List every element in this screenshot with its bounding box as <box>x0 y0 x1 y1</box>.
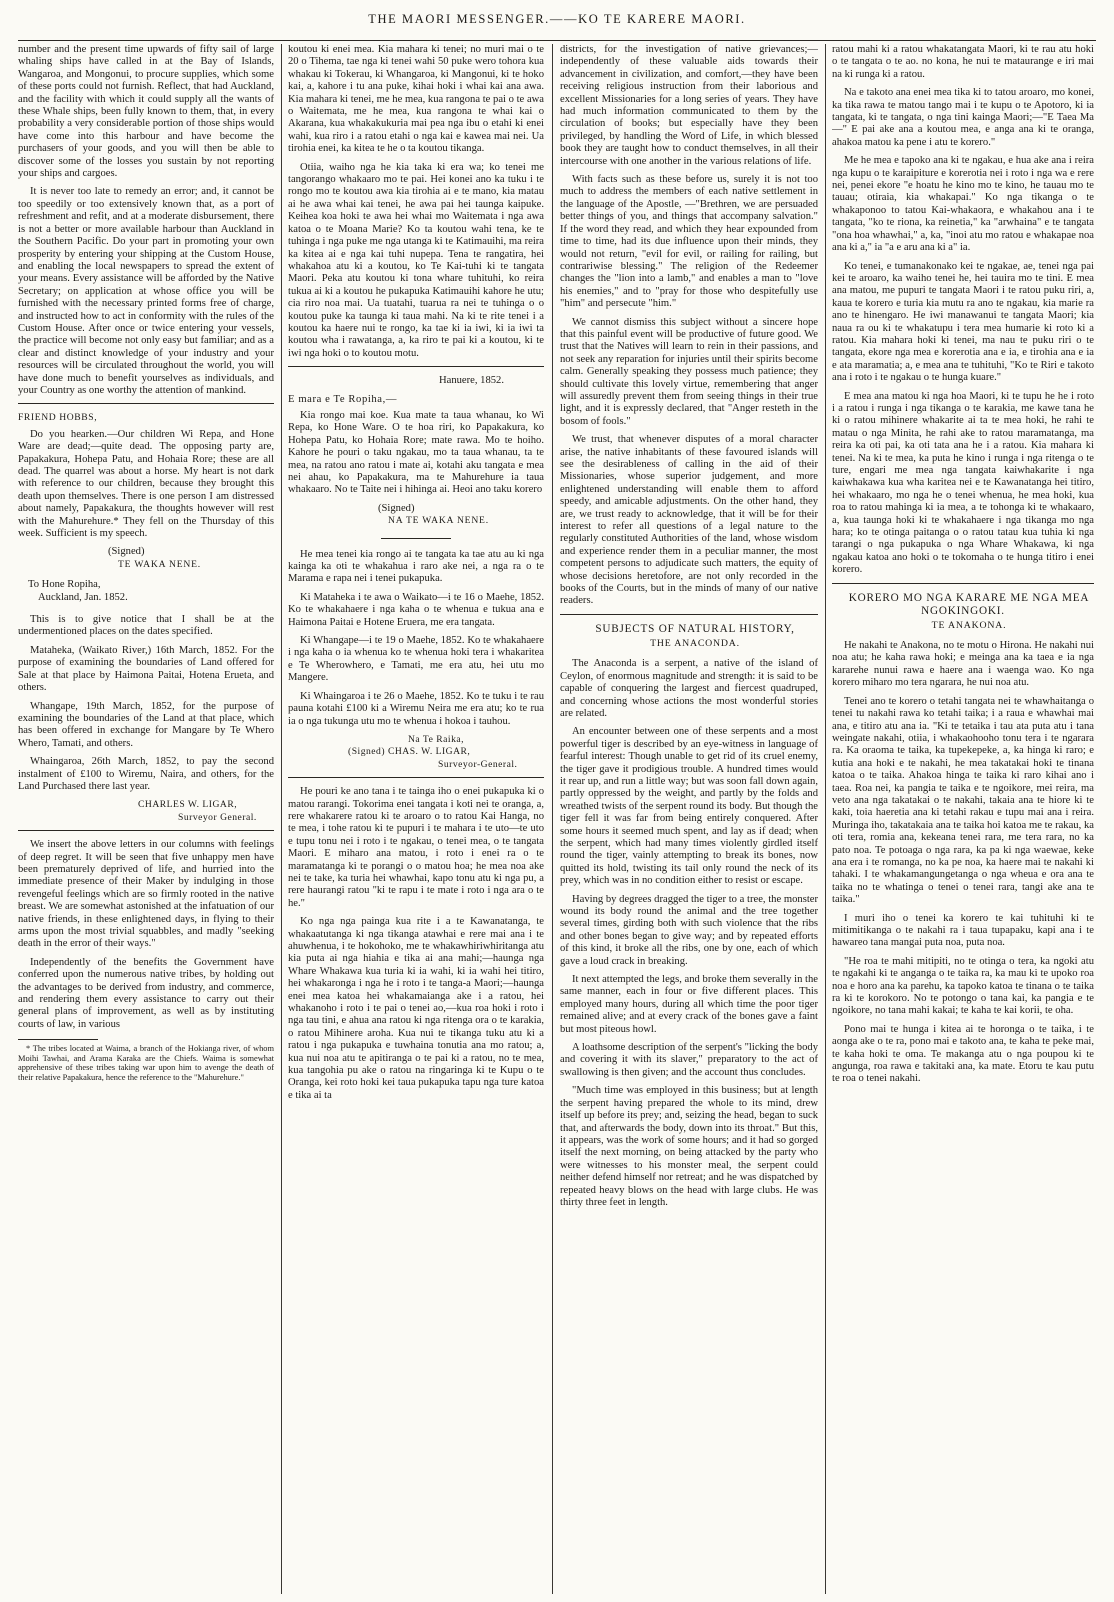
column-3 <box>560 44 818 1596</box>
section-heading: KORERO MO NGA KARARE ME NGA MEA NGOKINGOKI. <box>848 591 1090 617</box>
article-paragraph: A loathsome description of the serpent's "licking the body and covering it with its slaver," preparatory to the act of swallowing is then given; and the account thus concludes. <box>560 1042 818 1078</box>
notice-item: Whangape, 19th March, 1852, for the purpose of examining the boundaries of the Land at that place, which has been offered in exchange for Mangare by Te Whero Whero, Tamati, and others. <box>18 700 274 749</box>
article-paragraph: Pono mai te hunga i kitea ai te horonga o te taika, i te aonga ake o te ra, pono mai e takoto ana, te kaha te peke mai, te kaha hoki te oma. Te makanga atu o nga poupou ki te angunga, roa rawa e takitaki ana, ka mate. Etoru te kau putu te roa o tenei nakahi. <box>832 1023 1094 1085</box>
addressee: To Hone Ropiha, <box>28 579 101 591</box>
paragraph: districts, for the investigation of native grievances;—independently of these valuable aids towards their advancement in civilization, and comfort,—they have been receiving religious instruction from their laborious and excellent Missionaries for a long series of years. They have had much information communicated to them by the circulation of books; but especially have they been privileged, by handling the Word of Life, in which blessed book they are taught how to conduct themselves, in all their intercourse with one another in the various relations of life. <box>560 44 818 167</box>
notice-intro: This is to give notice that I shall be at the undermentioned places on the dates specified. <box>18 614 274 638</box>
paragraph: number and the present time upwards of fifty sail of large whaling ships have called in at the Bay of Islands, Wangaroa, and Mongonui, to procure supplies, which some of these ports could not furnish. Reflect, that had Auckland, and the facility with which it could supply all the wants of these Whale ships, been fully known to them, that, in every probability a very considerable portion of those ships would have come into this harbour and have become the purchasers of your goods, and you will then be able to discover some of the losses you sustain by not reporting your ships and cargoes. <box>18 44 274 180</box>
paragraph: Ko tenei, e tumanakonako kei te ngakae, ae, tenei nga pai kei te aroaro, ka waiho tenei he, hei tauira mo te tini. E mea ana matou, me pupuri te tangata Maori i te ratou puku riri, a, kaua te korero e turia kia mutu ra ano te ngakau, kia marie ra ano te hinengaro. He iwi manawanui te tangata Maori; kia naua ra ou ki te whakatupu i tera mea humarie ki roto ki a ratou. Kia mahara hoki ki tenei, ma nau te puku riri o te tangata, ekore nga mea e korerotia ana e ia, e tirohia ana e ia e ata maramatia; a, e mea ana te tuhituhi, "Ko te Riri e takoto ana i roto i te ngakau o te hunga kuare." <box>832 260 1094 384</box>
paragraph: Me he mea e tapoko ana ki te ngakau, e hua ake ana i reira nga kupu o te karaipiture e korerotia nei i roto i nga wa e rere nei, penei ekore "e hoatu he kino mo te kino, he tauau mo te tauau; otiraia, kia whakapai." Ko nga tikanga o te whakaponoo to tatou Kai-whakaora, e whakahou ana i te tangata, "ko te riona, ka reinetia," ka "arwhaina" e te tangata "ona hoa whawhai," a, ka, "inoi atu mo ratou e whakapae noa ana ki a," ia "a e aru ana ki a" ia. <box>832 155 1094 254</box>
addressee-place: Auckland, Jan. 1852. <box>38 591 128 603</box>
signed-label: (Signed) <box>378 502 415 514</box>
footnote-rule <box>18 1039 98 1040</box>
paragraph: E mea ana matou ki nga hoa Maori, ki te tupu he he i roto i a ratou i runga i nga tikanga o te karakia, me kawe tana he ki o ratou mihinere whakarite ai ta te mea hoki, he rahi te matau o nga Minita, he rahi ake to ratou maramatanga, ma reira ka oti pai, ka oti tata ana he i a ratou. Kia mahara ki tenei. Na ki te mea, ka puta he kino i runga i nga ritenga o te ture, engari me mea nga tangata kaiwhakarite i nga kaiwhakawa kua wha karitea nei e te Kawanatanga hei titiro, hei whakaaro, mo nga he o tenei whenua, he mea hoki, kua roa to ratou mahinga ki ia mea, a te tohonga ki te whakaaro, a, kua taunga hoki ki te whakahaere i nga tikanga mo nga hara; ko te otinga paitanga o o ratou tatau kua tuhia ki nga tarangi o nga pukapuka o nga Whare Whakawa, ki nga ngakau katoa ano hoki o te tokomaha o te hunga titiro i enei korero. <box>832 390 1094 576</box>
notice-item: Whaingaroa, 26th March, 1852, to pay the second instalment of £100 to Wiremu, Naira, and others, for the Land Purchased there last year. <box>18 756 274 792</box>
section-rule <box>18 403 274 404</box>
column-divider <box>552 44 553 1594</box>
section-subheading: THE ANACONDA. <box>650 637 740 649</box>
paragraph: koutou ki enei mea. Kia mahara ki tenei; no muri mai o te 20 o Tihema, tae nga ki tenei wahi 50 puke wero tohora kua whakau ki Tokerau, ki Whangaroa, ki Mangonui, ki te hoko kai, a, kahore i tu ana puke, kihai hoki i whai kai ana awa. Kia mahara ki tenei, me he mea, kua rangona te pai o te awa o Waitemata, me he mea, kua rangona te whai kai o Akarana, kua whakakukuria mai pea nga ibu o etahi ki enei wahi, kua riro i a ratou etahi o nga kai e kawea mai nei. Ua tirohia enei, ka kitea te he o ta koutou tikanga. <box>288 44 544 155</box>
editorial-paragraph: He pouri ke ano tana i te tainga iho o enei pukapuka ki o matou rarangi. Tokorima enei tangata i koti nei te oranga, a, rere whakarere ratou ki te aroaro o to ratou Kai Hanga, no te mea, i tohe ratou ki te pupuri i te mahara i te uto—te uto e tupu tonu nei i roto i te ngakau, o tenei mea, o te tangata Maori. E miharo ana matou, i roto i enei ra o te maramatanga ki te porangi o o matou hoa; he mea noa ake nei te take, ka turia hei whawhai, kapo tonu atu ki nga pu, a rere haurangi ratou "ki te rapu i te mate i roto i nga ara o te he." <box>288 786 544 909</box>
section-heading: SUBJECTS OF NATURAL HISTORY, <box>595 622 795 635</box>
editorial-paragraph: Ko nga nga painga kua rite i a te Kawanatanga, te whakaatutanga ki nga tikanga atawhai e rere mai ana i te ahuwhenua, i te hokohoko, me te whakawhiriwhiritanga atu kia puta ai nga hiahia e tika ai ana mahi;—haunga nga Whare Whakawa kua turia ki ia wahi, ki ia wahi hei titiro, hei whakaronga i nga he i roto i te tanga-a Maori;—haunga enei mea katoa hei whakamaianga ake i a ratou, hei whakanoho i roto i te pai o tenei ao,—kua roa hoki i roto i nga tau tini, e ahua ana ratou ki nga ritenga ora o te karakia, o ratou Mihinere aroha. Kua nui te tikanga tuku atu ki a ratou i nga pukapuka e tuwhaina tonutia ana mo ratou; a, kua nui noa atu te apitiranga o te pai ki a ratou, no te mea, kua tangohia pu ake o ratou na ringaringa ki te Kupu o te Oranga, kei roto hoki kei taua pukapuka tapu nga ture katoa e tika ai ta <box>288 916 544 1101</box>
section-rule <box>288 777 544 778</box>
letter-body: Do you hearken.—Our children Wi Repa, and Hone Ware are dead;—quite dead. The opposing party are, Papakakura, Hohepa Patu, and Hohaia Rore; these are all dead. The quarrel was about a horse. My heart is not dark with reference to our children, because they brought this death upon themselves. There is one person I am distressed about namely, Papakakura, the thoughts however will rest with the Mahurehure.* They fell on the Thursday of this week. Sufficient is my speech. <box>18 428 274 540</box>
editorial-paragraph: Independently of the benefits the Government have conferred upon the numerous native tribes, by holding out the advantages to be derived from industry, and commerce, and rendering them every assistance to carry out their general plans of improvement, as well as by instituting courts of law, in various <box>18 956 274 1030</box>
signature-name: TE WAKA NENE. <box>118 558 201 570</box>
notice-item: Mataheka, (Waikato River,) 16th March, 1852. For the purpose of examining the boundaries of Land offered for Sale at that place by Haimona Paitai, Hotena Erueta, and others. <box>18 644 274 694</box>
surveyor-signature: (Signed) CHAS. W. LIGAR, <box>348 746 471 758</box>
paragraph: It is never too late to remedy an error; and, it cannot be too speedily or too extensively known that, as a port of refreshment and refit, and at a moderate disbursement, there is not a better or more available harbour than Auckland in the Southern Pacific. Do your part in promoting your own prosperity by entering your shipping at the Custom House, and enabling the local newspapers to spread the extent of your means. Every assistance will be afforded by the Native Secretary; on application at whose office you will be furnished with the necessary printed forms free of charge, and instructed how to act in conformity with the rules of the Custom House. After once or twice entering your vessels, the practice will become not only easy but familiar; and as a clear and distinct knowledge of your industry and your resources will be circulated throughout the world, you will have done much to benefit yourselves as individuals, and your Country as one worthy the attention of mankind. <box>18 186 274 396</box>
article-paragraph: He nakahi te Anakona, no te motu o Hirona. He nakahi nui noa atu; he kaha rawa hoki; e meinga ana ka taea e ia nga kararehe nunui rawa e haere ana i waenga wao. Ko nga korero miharo mo tera ngarara, he nui noa atu. <box>832 640 1094 689</box>
notice-item: Ki Whangape—i te 19 o Maehe, 1852. Ko te whakahaere i nga kaha o ia whenua ko te whenua hoki tera i whakaritea e Te Wherowhero, e Tamati, me era atu, hei utu mo Mangere. <box>288 635 544 684</box>
article-paragraph: Having by degrees dragged the tiger to a tree, the monster wound its body round the animal and the tree together several times, girding both with such violence that the ribs and other bones began to give way; and by repeated efforts of this kind, it broke all the ribs, one by one, each of which gave a loud crack in breaking. <box>560 893 818 967</box>
section-subheading: TE ANAKONA. <box>931 619 1007 631</box>
article-paragraph: An encounter between one of these serpents and a most powerful tiger is described by an eye-witness in language of fearful interest: Though unable to get rid of its cruel enemy, the tiger gave it prodigious trouble. A hundred times would it rear up, and run a little way; but was soon fall down again, partly oppressed by the weight, and partly by the folds and wreathed twists of the serpent round its body. But though the tiger fell it was far from being entirely conquered. After some hours it seemed much spent, and lay as if dead; when the serpent, which had many times violently girdled itself round the tiger, vainly attempting to break its bones, now quitted its hold, twisting its tail only round the neck of its prey, which was in no condition either to resist or escape. <box>560 726 818 887</box>
article-paragraph: The Anaconda is a serpent, a native of the island of Ceylon, of enormous magnitude and strength: it is said to be capable of conquering the largest and fiercest quadruped, and concerning whose actions the most wonderful stories are related. <box>560 658 818 719</box>
surveyor-signature-maori: Na Te Raika, <box>408 733 465 745</box>
signature-name: NA TE WAKA NENE. <box>388 515 489 527</box>
salutation: E mara e Te Ropiha,— <box>288 393 398 405</box>
column-divider <box>825 44 826 1594</box>
article-quote: "Much time was employed in this business; but at length the serpent having prepared the whole to its mind, drew itself up before its prey; and, seizing the head, began to suck that, and afterwards the body, down into its throat." But this, it appears, was the work of some hours; and it had so gorged itself the next morning, on being attacked by the party who were witnesses to his monster meal, the serpent could neither defend himself nor retreat; and he was dispatched by repeated heavy blows on the head with large clubs. He was thirty three feet in length. <box>560 1085 818 1208</box>
article-paragraph: Tenei ano te korero o tetahi tangata nei te whawhaitanga o tenei tu nakahi rawa ko tetahi taika; i a raua e whawhai mai ana, e titiro atu ana ia. "Ki te tetaika i tau ata puta atu i tana weingate nakahi, otiia, i whakaohooho tonu tera i te ngarara ra. Ka oraoma te taika, ka tupekepeke, a, ka hinga ki raro; e kutia ana hoki e te nakahi, he mea takatakai hoki te tinana katoa o te taika. Ahakoa hinga te taika ki raro kihai ano i taea. Roa nei, ka pangia te taika e te ngoikore, mei reira, ma veto ana nga takatakai o te nakahi, takaia ana te hiore ki te kaki, toia haeretia ana ki tetahi rakau e tupu mai ana i reira. Muringa iho, takatakaia ana te taika hoi katoa me te rakau, ka oti tera, romia ana, kekeana tenei rara, me tera rara, no ka pato noa. Te potoaga o nga rara, ka pa ki nga waewae, keke ana era i te romanga, no ka pe noa, ka haere mai te nakahi ki tahaki. I te whakamangungetanga o nga wheua e ora ana te taika no te whatinga o tenei o tenei rara, tangi ake ana te taika." <box>832 695 1094 906</box>
notice-intro: He mea tenei kia rongo ai te tangata ka tae atu au ki nga kainga ka oti te whakahua i raro ake nei, a nga ra o te Marama e rapa nei i tenei pukapuka. <box>288 548 544 585</box>
section-rule <box>288 366 544 367</box>
paragraph: Otiia, waiho nga he kia taka ki era wa; ko tenei me tangorango whakaaro mo te pai. Hei konei ano ka tuku i te rongo mo te koutou awa kia tirohia ai e te mano, kia matau ai he awa whai kai tenei, he awa pai hei taunga kaipuke. Keihea koa hoki te awa hei whai mo Waitemata i nga awa katoa o te Moana Marie? Ko ta koutou wahi tena, ke te tuhinga i nga puke me nga utanga ki te Katimauihi, ma reira ka kitea ai e nga kai tuhi nupepa. Tena te rangatira, hei whakahoa atu ki a koutou, ko Te Kai-tuhi ki te tangata Maori. Peka atu koutou ki tona whare tuhituhi, ko reira tukua ai ki a koutou he pukapuka Katimauihi kahore he utu; cia riro noa mai. Ua tuatahi, tuarua ra nei te tuhinga o o koutou puke ka taunga ki taua mahi. Na ki te rite tenei i a koutou ka haere nui te rongo, ka tae ki ia iwi, ki ia iwi ta koutou wha i rawatanga, a, ka riro te pai ki a koutou, ki te iwi nga hoki o to koutou motu. <box>288 161 544 359</box>
column-4 <box>832 44 1094 1596</box>
article-paragraph: It next attempted the legs, and broke them severally in the same manner, each in four or five different places. This employed many hours, during all which time the poor tiger remained alive; and at every crack of the bones gave a faint but most piteous howl. <box>560 974 818 1035</box>
column-2 <box>288 44 544 1596</box>
paragraph: We trust, that whenever disputes of a moral character arise, the native inhabitants of these favoured islands will see the desirableness of calling in the aid of their Missionaries, whose superior judgement, and more enlightened understanding will enable them to afford speedy, and amicable adjustments. On the other hand, they are, we trust ready to acknowledge, that it will be for their interest to refer all questions of a legal nature to the regularly constituted Authorities of the land, whose wisdom and experience render them in a peculiar manner, the most competent persons to adjudicate such matters, the equity of whose decisions heretofore, are not only recorded in the books of the Courts, but in the minds of many of our native readers. <box>560 434 818 607</box>
notice-item: Ki Mataheka i te awa o Waikato—i te 16 o Maehe, 1852. Ko te whakahaere i nga kaha o te whenua e tukua ana e Haimona Paitai e Hotene Eruera, me era tangata. <box>288 591 544 628</box>
article-quote: "He roa te mahi mitipiti, no te otinga o tera, ka ngoki atu te ngakahi ki te anganga o te taika ra, ka mau ki te upoko roa noa e horo ana ka parehu, ka tapoko katoa te tinana o te taika ra ki te korokoro. No te potongo o tana kai, ka pangia e te ngoikore, no tana mahi kakai; te kaha te kai korii, te oha. <box>832 955 1094 1017</box>
signed-label: (Signed) <box>108 546 145 558</box>
footnote: * The tribes located at Waima, a branch of the Hokianga river, of whom Moihi Tawhai, and Arama Karaka are the Chiefs. Waima is somewhat apprehensive of these tribes taking war upon him to avenge the death of their relative Papakakura, hence the reference to the "Mahurehure." <box>18 1044 274 1083</box>
paragraph: We cannot dismiss this subject without a sincere hope that this painful event will be productive of future good. We trust that the Natives will learn to rein in their passions, and not seek any reparation for injuries until their spirits become calm. Generally speaking they possess much patience; they should cultivate this lovely virtue, remembering that anger will assuredly prevent them from seeing things in their true light, and it is expressly declared, that "Anger resteth in the bosom of fools." <box>560 316 818 427</box>
section-rule <box>832 583 1094 584</box>
salutation: FRIEND HOBBS, <box>18 412 98 424</box>
surveyor-title: Surveyor-General. <box>438 758 518 770</box>
paragraph: With facts such as these before us, surely it is not too much to address the members of each native settlement in the language of the Apostle, —"Brethren, we are persuaded better things of you, and things that accompany salvation." If the word they read, and which they hear expounded from time to time, had its due influence upon their minds, they would not return, "evil for evil, or railing for railing, but contrariwise blessing." The religion of the Redeemer changes the "lion into a lamb," and enables a man to "love his enemies," and to "pray for those who despitefully use "him" and persecute "him." <box>560 174 818 310</box>
notice-item: Ki Whaingaroa i te 26 o Maehe, 1852. Ko te tuku i te rau pauna kotahi £100 ki a Wiremu Neira me era atu; ko te rua ia o nga tukunga utu mo te whenua i hokoa i tauhou. <box>288 690 544 727</box>
editorial-paragraph: We insert the above letters in our columns with feelings of deep regret. It will be seen that five unhappy men have been prematurely deprived of life, and hurried into the immediate presence of their Maker by indulging in those revengeful feelings which are so firmly rooted in the native breast. We are somewhat astonished at the infatuation of our native friends, in these enlightened days, in flying to their arms upon the most trivial squabbles, and madly "seeking death in the error of their ways." <box>18 839 274 950</box>
paragraph: ratou mahi ki a ratou whakatangata Maori, ki te rau atu hoki o te tangata o te ao. no kona, he nui te mataurange e iri mai na ki runga ki a ratou. <box>832 44 1094 80</box>
article-paragraph: I muri iho o tenei ka korero te kai tuhituhi ki te mitimitikanga o te nakahi ra i taua tupapaku, kapi ana i te hawareo tana mangai puta noa, puta noa. <box>832 912 1094 949</box>
surveyor-title: Surveyor General. <box>178 811 257 823</box>
letter-body: Kia rongo mai koe. Kua mate ta taua whanau, ko Wi Repa, ko Hone Ware. O te hoa riri, ko Papakakura, ko Hohepa Patu, ko Hohaia Rore; mate rawa. Mo te hoiho. Kahore he pouri o taku ngakau, mo ta taua whanau, ta te mea, na ratou ano ratou i mate ai, kotahi aku tangata e mea nei ahau, ko Papakakura, ma te Mahurehure ia taua whakaaro. No te Taite nei i hihinga ai. Heoi ano taku korero <box>288 409 544 496</box>
masthead: THE MAORI MESSENGER.——KO TE KARERE MAORI. <box>368 12 746 26</box>
letter-date: Hanuere, 1852. <box>438 375 504 387</box>
paragraph: Na e takoto ana enei mea tika ki to tatou aroaro, mo konei, ka tika rawa te matou tango mai i te kupu o te Apotoro, ki ia tangata, ki te tangata, o nga tini kainga Maori;—"E Taea Ma—" E pai ake ana a koutou mea, e anga ana ki te oranga, ahakoa matou ka pene i atu te korero." <box>832 87 1094 148</box>
column-1 <box>18 44 274 1596</box>
column-divider <box>281 44 282 1594</box>
surveyor-signature: CHARLES W. LIGAR, <box>138 799 238 811</box>
short-rule <box>381 538 451 539</box>
section-rule <box>560 614 818 615</box>
masthead-rule <box>18 40 1096 41</box>
section-rule <box>18 830 274 831</box>
